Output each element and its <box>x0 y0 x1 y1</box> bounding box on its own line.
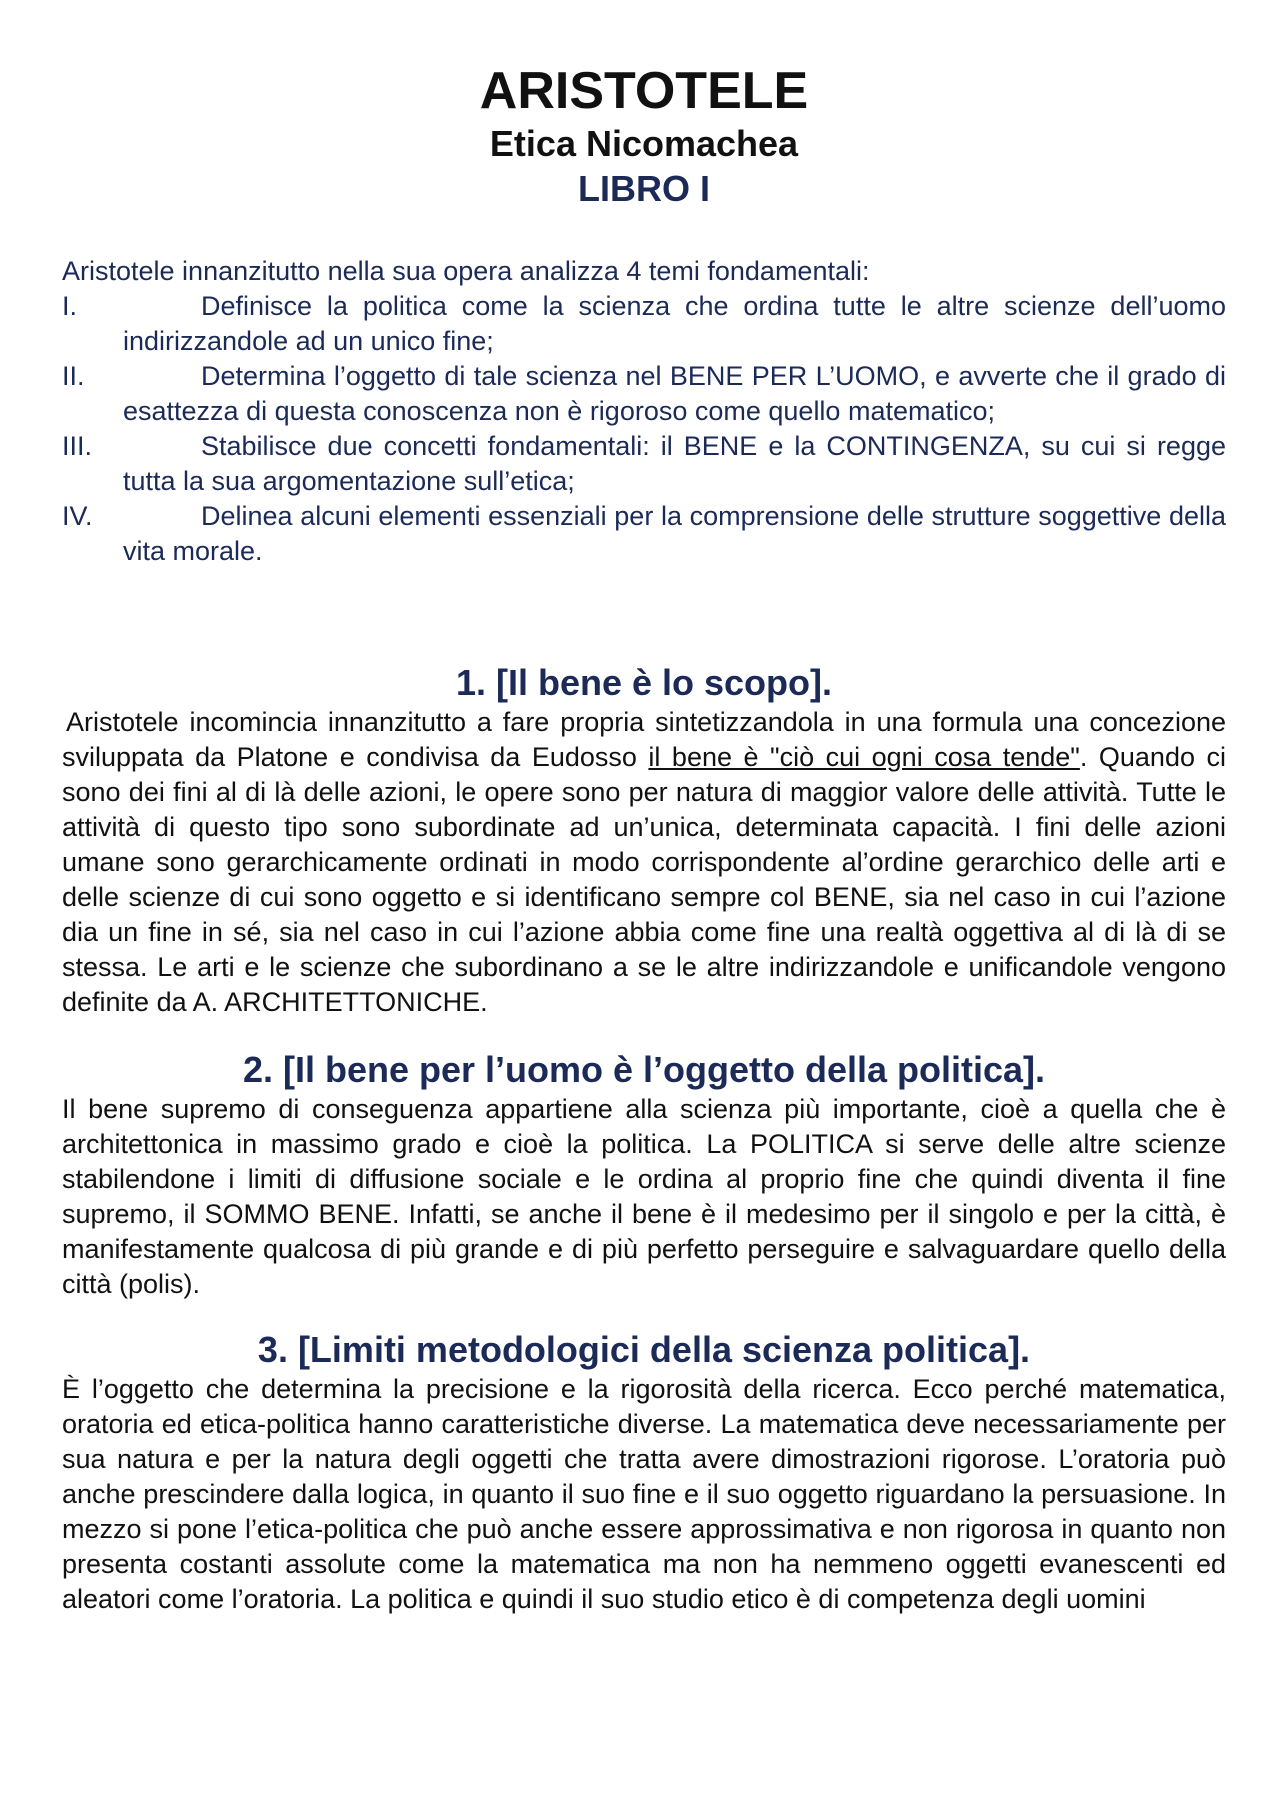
theme-list <box>62 289 1226 569</box>
section-heading-1: 1. [Il bene è lo scopo]. <box>455 662 833 703</box>
document-title: ARISTOTELE <box>479 62 809 120</box>
theme-item <box>62 359 1226 429</box>
section-heading-3: 3. [Limiti metodologici della scienza politica]. <box>257 1329 1031 1370</box>
section-1-text-start: Aristotele incomincia innanzitutto a fare propria sintetizzandola in una formula una concezione sviluppata da Platone e condivisa da Eudosso <box>62 707 1226 772</box>
theme-text: Determina l’oggetto di tale scienza nel BENE PER L’UOMO, e avverte che il grado di esattezza di questa conoscenza non è rigoroso come quello matematico; <box>123 361 1226 426</box>
document-subtitle: Etica Nicomachea <box>489 123 799 164</box>
theme-numeral: III. <box>62 431 93 461</box>
theme-text: Delinea alcuni elementi essenziali per la comprensione delle strutture soggettive della vita morale. <box>123 501 1226 566</box>
theme-text: Definisce la politica come la scienza che ordina tutte le altre scienze dell’uomo indirizzandole ad un unico fine; <box>123 291 1226 356</box>
section-1-text-end: . Quando ci sono dei fini al di là delle azioni, le opere sono per natura di maggior valore delle attività. Tutte le attività di questo tipo sono subordinate ad un’unica, determinata capacità. I fini delle azioni umane sono gerarchicamente ordinati in modo corrispondente al’ordine gerarchico delle arti e delle scienze di cui sono oggetto e si identificano sempre col BENE, sia nel caso in cui l’azione dia un fine in sé, sia nel caso in cui l’azione abbia come fine una realtà oggettiva al di là di se stessa. Le arti e le scienze che subordinano a se le altre indirizzandole e unificandole vengono definite da A. ARCHITETTONICHE. <box>62 742 1226 1017</box>
theme-item <box>62 429 1226 499</box>
section-1-text <box>62 705 1226 1020</box>
book-label: LIBRO I <box>578 168 710 209</box>
intro-section <box>62 254 1226 569</box>
theme-numeral: I. <box>62 291 78 321</box>
underlined-definition: il bene è "ciò cui ogni cosa tende" <box>648 742 1080 772</box>
theme-item <box>62 499 1226 569</box>
section-heading-2: 2. [Il bene per l’uomo è l’oggetto della politica]. <box>242 1049 1046 1090</box>
intro-lead: Aristotele innanzitutto nella sua opera analizza 4 temi fondamentali: <box>62 256 870 286</box>
theme-item <box>62 289 1226 359</box>
theme-numeral: IV. <box>62 501 93 531</box>
section-3-text: È l’oggetto che determina la precisione e la rigorosità della ricerca. Ecco perché matematica, oratoria ed etica-politica hanno caratteristiche diverse. La matematica deve necessariamente per sua natura e per la natura degli oggetti che tratta avere dimostrazioni rigorose. L’oratoria può anche prescindere dalla logica, in quanto il suo fine e il suo oggetto riguardano la persuasione. In mezzo si pone l’etica-politica che può anche essere approssimativa e non rigorosa in quanto non presenta costanti assolute come la matematica ma non ha nemmeno oggetti evanescenti ed aleatori come l’oratoria. La politica e quindi il suo studio etico è di competenza degli uomini <box>62 1374 1226 1614</box>
section-2-text: Il bene supremo di conseguenza appartiene alla scienza più importante, cioè a quella che è architettonica in massimo grado e cioè la politica. La POLITICA si serve delle altre scienze stabilendone i limiti di diffusione sociale e le ordina al proprio fine che quindi diventa il fine supremo, il SOMMO BENE. Infatti, se anche il bene è il medesimo per il singolo e per la città, è manifestamente qualcosa di più grande e di più perfetto perseguire e salvaguardare quello della città (polis). <box>62 1094 1226 1299</box>
document-page <box>62 60 1226 1617</box>
theme-text: Stabilisce due concetti fondamentali: il BENE e la CONTINGENZA, su cui si regge tutta la sua argomentazione sull’etica; <box>123 431 1226 496</box>
theme-numeral: II. <box>62 361 85 391</box>
